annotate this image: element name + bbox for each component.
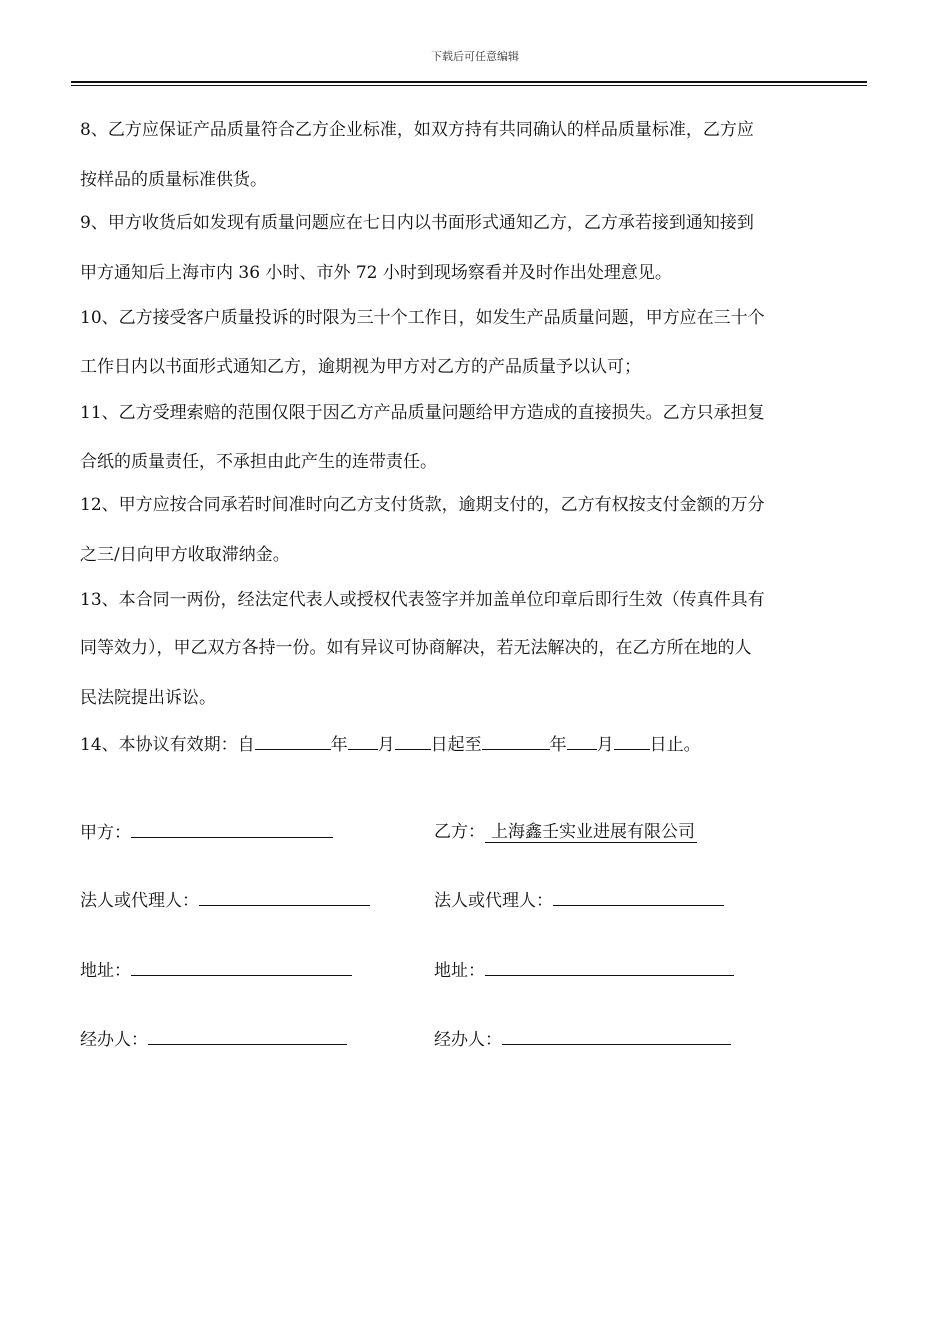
clause-8-line-1: 8、乙方应保证产品质量符合乙方企业标准，如双方持有共同确认的样品质量标准，乙方应 [80,120,754,140]
clause-14 [80,732,860,757]
party-b-label: 乙方： [434,822,485,842]
party-a-rep-label: 法人或代理人： [80,891,199,911]
party-a-handler-label: 经办人： [80,1030,148,1050]
clause-14-year2: 年 [549,735,567,755]
party-b-rep-blank[interactable] [553,888,724,906]
end-day-blank[interactable] [614,732,650,750]
end-month-blank[interactable] [567,732,597,750]
clause-13-line-2: 同等效力），甲乙双方各持一份。如有异议可协商解决，若无法解决的，在乙方所在地的人 [80,638,752,658]
clause-14-day1: 日起至 [430,735,482,755]
party-b-handler-label: 经办人： [434,1030,502,1050]
party-b-address-label: 地址： [434,961,485,981]
party-a-address-blank[interactable] [131,958,352,976]
clause-8-line-2: 按样品的质量标准供货。 [80,170,267,190]
clause-11-line-1: 11、乙方受理索赔的范围仅限于因乙方产品质量问题给甲方造成的直接损失。乙方只承担复 [80,403,765,423]
party-b-company-name: 上海鑫壬实业进展有限公司 [485,822,697,843]
clause-10-line-2: 工作日内以书面形式通知乙方，逾期视为甲方对乙方的产品质量予以认可； [80,357,641,377]
start-day-blank[interactable] [395,732,431,750]
start-year-blank[interactable] [255,732,331,750]
party-b-address-field [434,958,734,983]
clause-11-line-2: 合纸的质量责任，不承担由此产生的连带责任。 [80,452,437,472]
party-b-rep-field [434,888,724,913]
page-header: 下载后可任意编辑 [431,50,519,63]
clause-9-line-1: 9、甲方收货后如发现有质量问题应在七日内以书面形式通知乙方，乙方承若接到通知接到 [80,213,754,233]
clause-13-line-1: 13、本合同一两份，经法定代表人或授权代表签字并加盖单位印章后即行生效（传真件具有 [80,590,765,610]
party-b-handler-field [434,1027,731,1052]
party-a-blank[interactable] [131,820,333,838]
clause-14-year1: 年 [330,735,348,755]
party-b-field [434,820,697,844]
party-a-address-field [80,958,352,983]
header-rule-thick [71,81,867,83]
party-a-address-label: 地址： [80,961,131,981]
clause-9-line-2: 甲方通知后上海市内 36 小时、市外 72 小时到现场察看并及时作出处理意见。 [80,263,672,283]
header-rule-thin [71,85,867,86]
clause-14-prefix: 14、本协议有效期：自 [80,735,255,755]
party-b-handler-blank[interactable] [502,1027,731,1045]
party-a-rep-blank[interactable] [199,888,370,906]
clause-14-day2: 日止。 [649,735,701,755]
party-a-handler-field [80,1027,347,1052]
party-a-handler-blank[interactable] [148,1027,347,1045]
start-month-blank[interactable] [348,732,378,750]
party-a-rep-field [80,888,370,913]
clause-12-line-1: 12、甲方应按合同承若时间准时向乙方支付货款，逾期支付的，乙方有权按支付金额的万分 [80,495,765,515]
party-a-field [80,820,333,845]
end-year-blank[interactable] [482,732,550,750]
clause-12-line-2: 之三/日向甲方收取滞纳金。 [80,545,290,565]
clause-10-line-1: 10、乙方接受客户质量投诉的时限为三十个工作日，如发生产品质量问题，甲方应在三十个 [80,308,765,328]
clause-13-line-3: 民法院提出诉讼。 [80,688,216,708]
clause-14-month2: 月 [596,735,614,755]
party-b-rep-label: 法人或代理人： [434,891,553,911]
party-a-label: 甲方： [80,823,131,843]
clause-14-month1: 月 [377,735,395,755]
party-b-address-blank[interactable] [485,958,734,976]
